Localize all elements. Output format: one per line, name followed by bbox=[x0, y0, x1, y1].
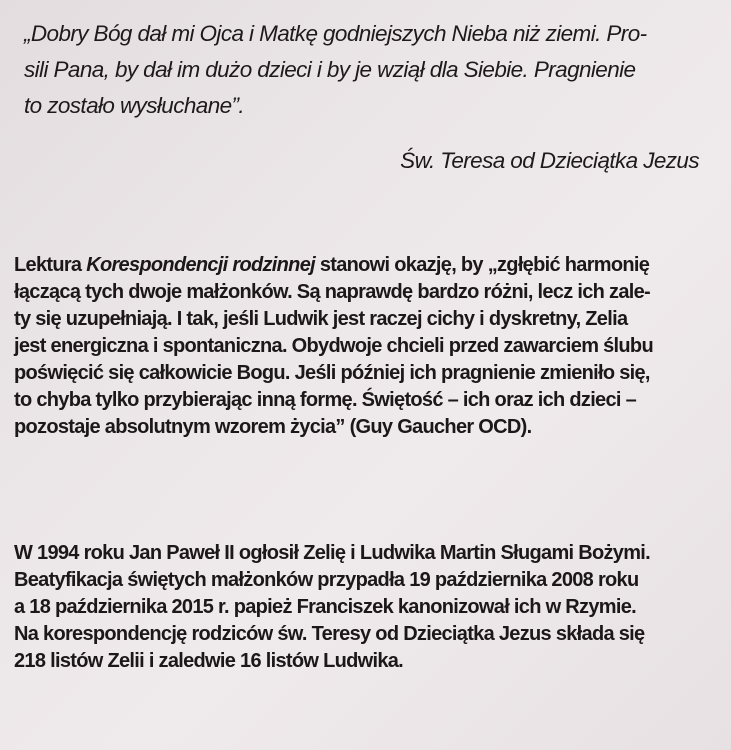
paragraph-line: Na korespondencję rodziców św. Teresy od Dzieciątka Jezus składa się bbox=[14, 623, 645, 645]
paragraph-line: a 18 października 2015 r. papież Franciszek kanonizował ich w Rzymie. bbox=[14, 596, 636, 618]
paragraph-line: łączącą tych dwoje małżonków. Są naprawdę bardzo różni, lecz ich zale- bbox=[14, 281, 651, 303]
paragraph-1 bbox=[14, 252, 714, 441]
quote-line: to zostało wysłuchane”. bbox=[24, 93, 245, 118]
quote-line: „Dobry Bóg dał mi Ojca i Matkę godniejszych Nieba niż ziemi. Pro- bbox=[24, 21, 647, 46]
paragraph-line: Beatyfikacja świętych małżonków przypadła 19 października 2008 roku bbox=[14, 569, 639, 591]
paragraph-line: W 1994 roku Jan Paweł II ogłosił Zelię i Ludwika Martin Sługami Bożymi. bbox=[14, 542, 651, 564]
quote-author: Św. Teresa od Dzieciątka Jezus bbox=[400, 148, 699, 173]
text-run: Lektura bbox=[14, 254, 87, 276]
book-title: Korespondencji rodzinnej bbox=[86, 254, 315, 276]
text-run: stanowi okazję, by „zgłębić harmonię bbox=[314, 254, 650, 276]
quote-line: sili Pana, by dał im dużo dzieci i by je wziął dla Siebie. Pragnienie bbox=[24, 57, 636, 82]
paragraph-line bbox=[14, 252, 714, 279]
paragraph-line: ty się uzupełniają. I tak, jeśli Ludwik jest raczej cichy i dyskretny, Zelia bbox=[14, 308, 628, 330]
paragraph-line: poświęcić się całkowicie Bogu. Jeśli później ich pragnienie zmieniło się, bbox=[14, 362, 650, 384]
epigraph-quote bbox=[24, 16, 704, 124]
paragraph-line: to chyba tylko przybierając inną formę. Świętość – ich oraz ich dzieci – bbox=[14, 389, 637, 411]
paragraph-line: pozostaje absolutnym wzorem życia” (Guy Gaucher OCD). bbox=[14, 416, 532, 438]
paragraph-2 bbox=[14, 540, 714, 675]
paragraph-line: 218 listów Zelii i zaledwie 16 listów Ludwika. bbox=[14, 650, 404, 672]
paragraph-line: jest energiczna i spontaniczna. Obydwoje chcieli przed zawarciem ślubu bbox=[14, 335, 653, 357]
